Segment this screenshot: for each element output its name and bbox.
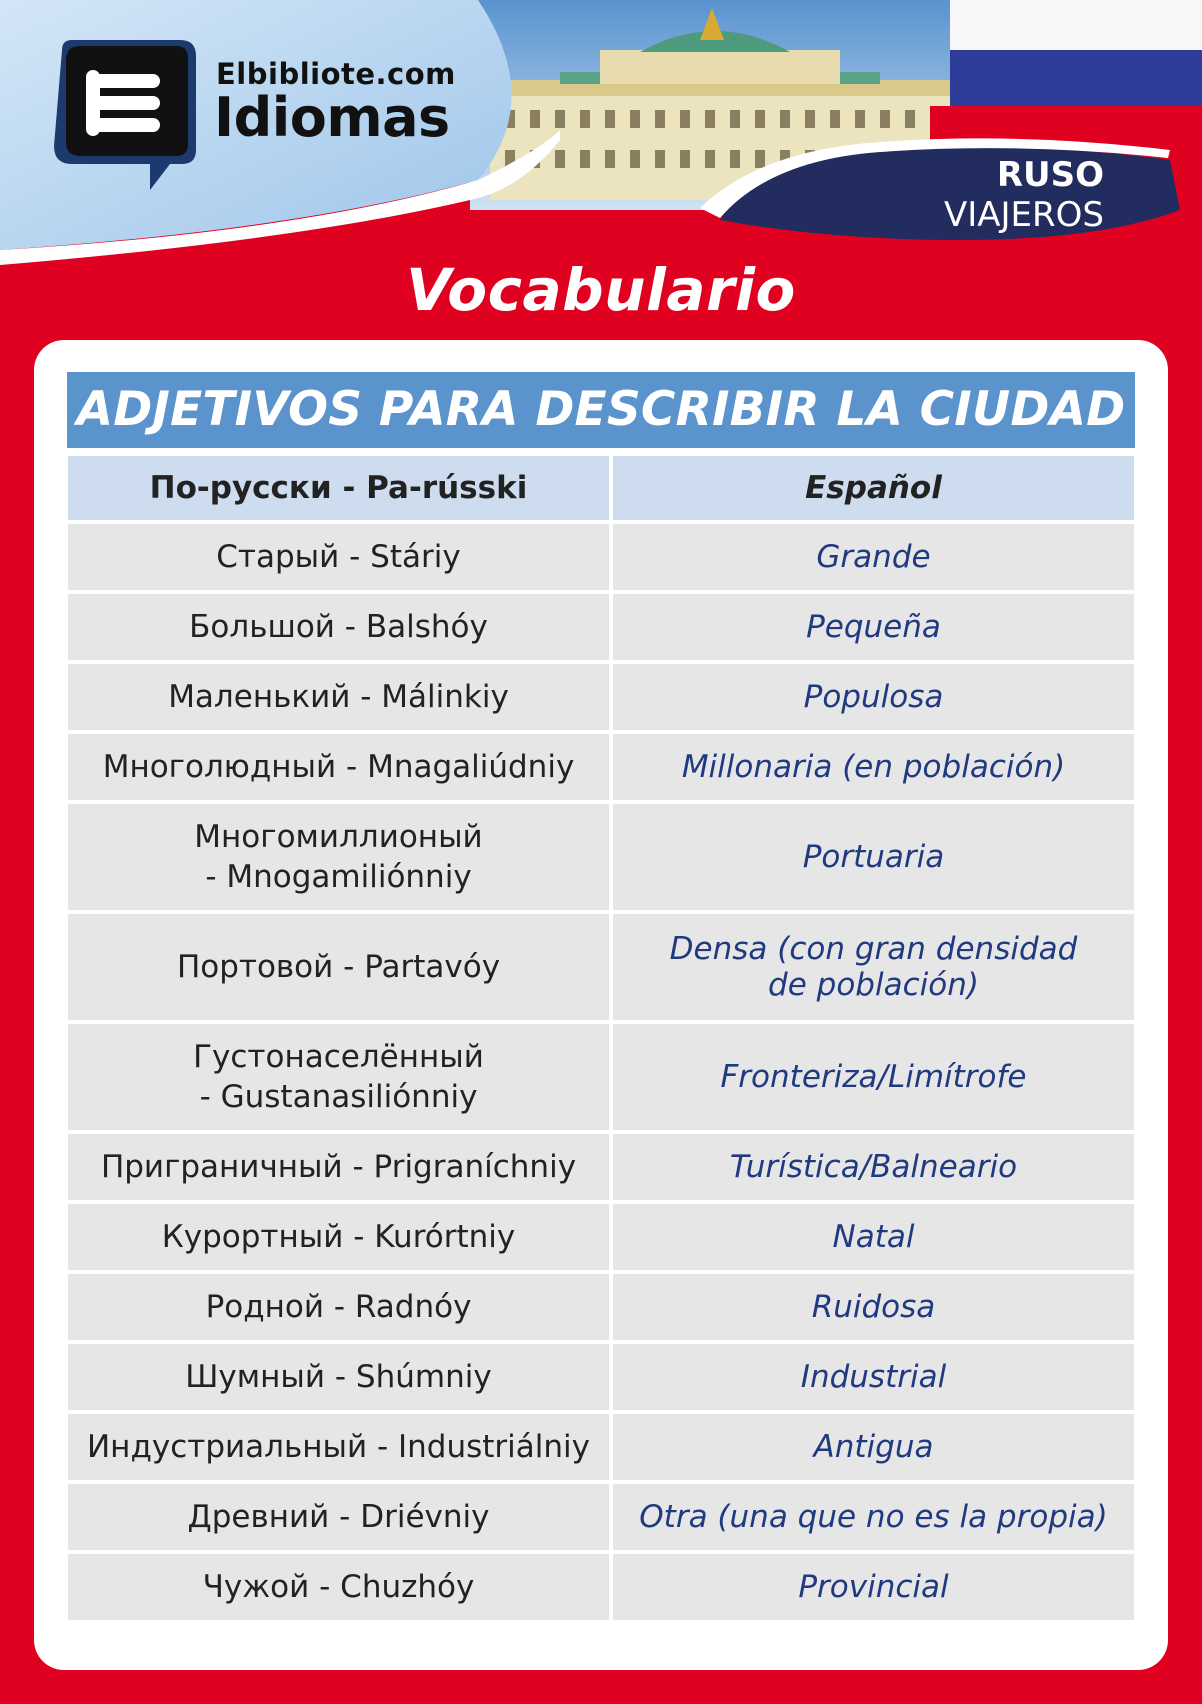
cell-spanish: Pequeña (613, 594, 1134, 660)
cell-russian-line-2: - Gustanasiliónniy (199, 1079, 478, 1115)
badge-level: VIAJEROS (943, 195, 1104, 235)
logo-site-name: Elbibliote.com (216, 57, 456, 91)
table-row (68, 664, 1134, 730)
table-row (68, 804, 1134, 910)
cell-spanish: Populosa (613, 664, 1134, 730)
cell-spanish: Provincial (613, 1554, 1134, 1620)
table-row (68, 1554, 1134, 1620)
cell-russian-line-1: Многомиллионый (194, 819, 483, 855)
table-row (68, 1344, 1134, 1410)
header-banner (0, 0, 1202, 275)
header-spanish: Español (613, 456, 1134, 520)
cell-russian: Древний - Driévniy (68, 1484, 609, 1550)
vocabulary-table (64, 452, 1138, 1624)
header-russian: По-русски - Pa-rússki (68, 456, 609, 520)
cell-russian-line-1: Густонаселённый (193, 1039, 484, 1075)
cell-russian: Родной - Radnóy (68, 1274, 609, 1340)
cell-spanish: Portuaria (613, 804, 1134, 910)
table-row (68, 734, 1134, 800)
cell-spanish-line-2: de población) (768, 967, 979, 1003)
table-title: ADJETIVOS PARA DESCRIBIR LA CIUDAD (67, 372, 1135, 448)
table-row (68, 594, 1134, 660)
cell-spanish: Industrial (613, 1344, 1134, 1410)
table-row (68, 1024, 1134, 1130)
language-badge (944, 155, 1104, 235)
badge-language: RUSO (996, 155, 1104, 195)
cell-russian: Многолюдный - Mnagaliúdniy (68, 734, 609, 800)
table-row (68, 914, 1134, 1020)
table-row (68, 524, 1134, 590)
cell-spanish: Turística/Balneario (613, 1134, 1134, 1200)
cell-russian (68, 1024, 609, 1130)
page-title: Vocabulario (406, 256, 796, 324)
cell-russian: Большой - Balshóy (68, 594, 609, 660)
cell-russian: Чужой - Chuzhóy (68, 1554, 609, 1620)
cell-russian: Шумный - Shúmniy (68, 1344, 609, 1410)
cell-russian: Портовой - Partavóy (68, 914, 609, 1020)
cell-spanish: Fronteriza/Limítrofe (613, 1024, 1134, 1130)
cell-spanish (613, 914, 1134, 1020)
cell-spanish: Otra (una que no es la propia) (613, 1484, 1134, 1550)
cell-russian (68, 804, 609, 910)
cell-russian: Приграничный - Prigraníchniy (68, 1134, 609, 1200)
cell-spanish: Millonaria (en población) (613, 734, 1134, 800)
table-row (68, 1274, 1134, 1340)
logo-brand-name: Idiomas (214, 86, 450, 149)
table-header-row (68, 456, 1134, 520)
cell-russian: Курортный - Kurórtniy (68, 1204, 609, 1270)
cell-spanish: Natal (613, 1204, 1134, 1270)
cell-russian: Маленький - Málinkiy (68, 664, 609, 730)
cell-russian: Старый - Stáriy (68, 524, 609, 590)
table-row (68, 1414, 1134, 1480)
table-row (68, 1484, 1134, 1550)
cell-spanish-line-1: Densa (con gran densidad (669, 931, 1078, 967)
table-row (68, 1134, 1134, 1200)
cell-russian: Индустриальный - Industriálniy (68, 1414, 609, 1480)
table-row (68, 1204, 1134, 1270)
cell-spanish: Ruidosa (613, 1274, 1134, 1340)
cell-russian-line-2: - Mnogamiliónniy (205, 859, 472, 895)
cell-spanish: Antigua (613, 1414, 1134, 1480)
cell-spanish: Grande (613, 524, 1134, 590)
